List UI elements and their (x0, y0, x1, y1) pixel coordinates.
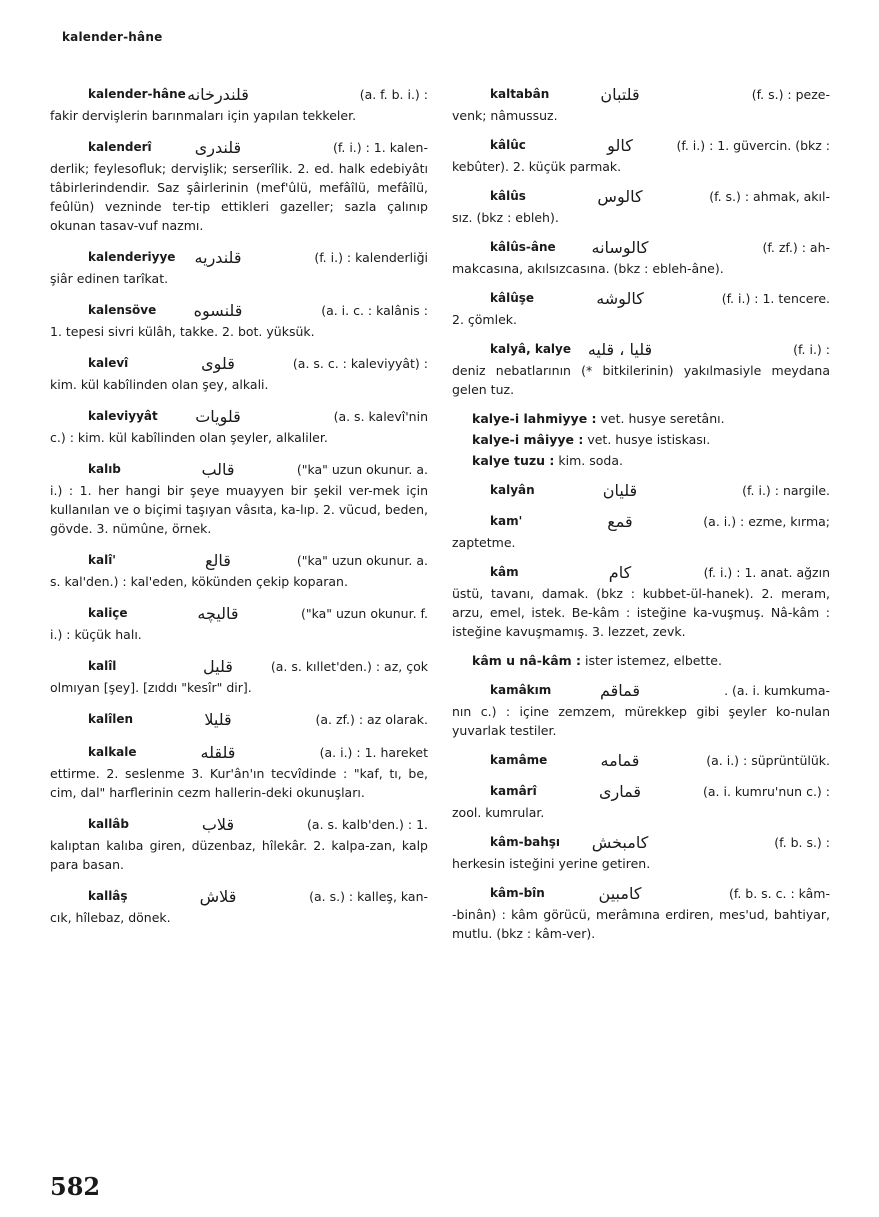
dictionary-entry (452, 237, 830, 278)
entry-grammar-lead: (a. i.) : ezme, kırma; (703, 514, 830, 529)
dictionary-entry (50, 300, 428, 341)
entry-grammar-lead: (a. s. kalb'den.) : 1. (307, 817, 428, 832)
entry-first-line (50, 656, 428, 677)
entry-first-line (452, 883, 830, 904)
entry-definition: 1. tepesi sivri külâh, takke. 2. bot. yüksük. (50, 324, 315, 339)
right-column (452, 84, 830, 943)
dictionary-entry (452, 511, 830, 552)
entry-grammar-lead: (f. b. s. c. : kâm- (728, 886, 830, 901)
left-column (50, 84, 428, 927)
page-number: 582 (50, 1172, 101, 1201)
entry-first-line (452, 781, 830, 802)
headword: kam' (490, 514, 523, 528)
headword: kaleviyyât (88, 409, 158, 423)
headword: kalenderî (88, 140, 152, 154)
headword: kalevî (88, 356, 129, 370)
headword: kaliçe (88, 606, 128, 620)
headword: kâm (490, 565, 519, 579)
entry-definition: 2. çömlek. (452, 312, 517, 327)
entry-first-line (452, 84, 830, 105)
entry-definition: -binân) : kâm görücü, merâmına erdiren, mes'ud, bahtiyar, mutlu. (bkz : kâm-ver). (452, 907, 830, 941)
arabic-script-headword: قالع (205, 551, 231, 570)
entry-grammar-lead: (f. i.) : 1. güvercin. (bkz : (676, 138, 830, 153)
arabic-script-headword: قلنسوه (193, 301, 243, 320)
arabic-script-headword: کام (608, 563, 632, 582)
entry-first-line (50, 742, 428, 763)
entry-grammar-lead: (a. s.) : kalleş, kan- (309, 889, 428, 904)
arabic-script-headword: قلوی (201, 354, 235, 373)
entry-first-line (50, 550, 428, 571)
headword: kamârî (490, 784, 537, 798)
arabic-script-headword: قماقم (599, 681, 641, 700)
sub-entry-term: kâm u nâ-kâm : (472, 653, 582, 668)
dictionary-entry (452, 135, 830, 176)
dictionary-entry (50, 353, 428, 394)
entry-grammar-lead: (f. s.) : ahmak, akıl- (709, 189, 830, 204)
dictionary-entry (50, 814, 428, 874)
entry-grammar-lead: (f. i.) : nargile. (742, 483, 830, 498)
headword: kallâb (88, 817, 129, 831)
entry-first-line (50, 300, 428, 321)
dictionary-entry (452, 562, 830, 641)
entry-first-line (50, 814, 428, 835)
entry-first-line (452, 288, 830, 309)
entry-first-line (452, 135, 830, 156)
headword: kâlûc (490, 138, 526, 152)
arabic-script-headword: قلاب (201, 815, 235, 834)
headword: kâlûşe (490, 291, 535, 305)
sub-entry (452, 409, 830, 428)
arabic-script-headword: قلندرخانه (187, 85, 249, 104)
entry-first-line (452, 750, 830, 771)
headword: kâlûs-âne (490, 240, 556, 254)
entry-definition: nın c.) : içine zemzem, mürekkep gibi şeyler ko-nulan yuvarlak testiler. (452, 704, 830, 738)
entry-definition: deniz nebatlarının (* bitkilerinin) yakılmasiyle meydana gelen tuz. (452, 363, 830, 397)
headword: kâm-bahşı (490, 835, 561, 849)
headword: kalyâ, kalye (490, 342, 571, 356)
headword: kalender-hâne (88, 87, 186, 101)
sub-entry (452, 430, 830, 449)
arabic-script-headword: کالو (607, 136, 633, 155)
entry-definition: kalıptan kalıba giren, düzenbaz, hîlekâr. 2. kalpa-zan, kalp para basan. (50, 838, 428, 872)
sub-entry-definition: vet. husye istiskası. (587, 432, 711, 447)
entry-definition: fakir dervişlerin barınmaları için yapılan tekkeler. (50, 108, 357, 123)
headword: kalenderiyye (88, 250, 176, 264)
sub-entry-definition: ister istemez, elbette. (585, 653, 722, 668)
arabic-script-headword: قلندریه (194, 248, 242, 267)
arabic-script-headword: قلندری (194, 138, 242, 157)
entry-first-line (452, 186, 830, 207)
dictionary-entry (452, 339, 830, 399)
arabic-script-headword: قالب (201, 460, 235, 479)
entry-definition: zool. kumrular. (452, 805, 545, 820)
entry-first-line (50, 603, 428, 624)
entry-first-line (452, 680, 830, 701)
entry-definition: şiâr edinen tarîkat. (50, 271, 169, 286)
entry-grammar-lead: (f. s.) : peze- (751, 87, 830, 102)
arabic-script-headword: قالیچه (197, 604, 239, 623)
dictionary-entry (452, 832, 830, 873)
entry-definition: olmıyan [şey]. [zıddı "kesîr" dir]. (50, 680, 252, 695)
arabic-script-headword: قمع (607, 512, 633, 531)
entry-first-line (50, 406, 428, 427)
sub-entry-definition: vet. husye seretânı. (600, 411, 725, 426)
entry-grammar-lead: (a. i. c. : kalânis : (321, 303, 428, 318)
arabic-script-headword: قلويات (195, 407, 241, 426)
dictionary-entry (50, 603, 428, 644)
entry-first-line (452, 832, 830, 853)
headword: kalkale (88, 745, 137, 759)
entry-grammar-lead: (a. zf.) : az olarak. (315, 712, 428, 727)
entry-grammar-lead: (f. zf.) : ah- (762, 240, 830, 255)
entry-first-line (452, 339, 830, 360)
arabic-script-headword: قلیا ، قلیه (587, 340, 653, 359)
entry-definition: c.) : kim. kül kabîlinden olan şeyler, alkaliler. (50, 430, 328, 445)
dictionary-entry (452, 84, 830, 125)
dictionary-entry (452, 680, 830, 740)
entry-definition: zaptetme. (452, 535, 516, 550)
entry-grammar-lead: (a. s. kalevî'nin (333, 409, 428, 424)
headword: kalîl (88, 659, 117, 673)
entry-first-line (452, 480, 830, 501)
entry-definition: herkesin isteğini yerine getiren. (452, 856, 651, 871)
dictionary-entry (50, 550, 428, 591)
entry-definition: i.) : küçük halı. (50, 627, 142, 642)
dictionary-entry (50, 459, 428, 538)
dictionary-entry (50, 709, 428, 730)
entry-definition: ettirme. 2. seslenme 3. Kur'ân'ın tecvîdinde : "kaf, tı, be, cim, dal" harflerinin cezm hallerin-deki okunuşları. (50, 766, 428, 800)
entry-first-line (452, 511, 830, 532)
entry-first-line (50, 353, 428, 374)
sub-entry-definition: kim. soda. (558, 453, 623, 468)
arabic-script-headword: کالوشه (596, 289, 644, 308)
entry-definition: üstü, tavanı, damak. (bkz : kubbet-ül-hanek). 2. meram, arzu, emel, istek. Be-kâm : isteğine ka-vuşmuş. Nâ-kâm : isteğine kavuşmamış. 3. lezzet, zevk. (452, 586, 830, 639)
dictionary-entry (50, 84, 428, 125)
entry-grammar-lead: (a. i. kumru'nun c.) : (702, 784, 830, 799)
entry-first-line (50, 886, 428, 907)
sub-entry-term: kalye-i lahmiyye : (472, 411, 597, 426)
arabic-script-headword: کامبین (598, 884, 642, 903)
headword: kalyân (490, 483, 535, 497)
entry-grammar-lead: (f. i.) : 1. kalen- (333, 140, 428, 155)
dictionary-entry (50, 137, 428, 235)
entry-grammar-lead: (f. i.) : 1. anat. ağzın (703, 565, 830, 580)
dictionary-entry (452, 186, 830, 227)
headword: kalensöve (88, 303, 157, 317)
entry-first-line (50, 247, 428, 268)
arabic-script-headword: کالوسانه (591, 238, 649, 257)
entry-grammar-lead: (a. s. kıllet'den.) : az, çok (270, 659, 428, 674)
entry-definition: sız. (bkz : ebleh). (452, 210, 559, 225)
headword: kâlûs (490, 189, 526, 203)
sub-entry (452, 451, 830, 470)
entry-grammar-lead: . (a. i. kumkuma- (724, 683, 830, 698)
dictionary-entry (452, 480, 830, 501)
headword: kâm-bîn (490, 886, 545, 900)
headword: kalî' (88, 553, 116, 567)
entry-definition: cık, hîlebaz, dönek. (50, 910, 171, 925)
arabic-script-headword: قلقله (200, 743, 236, 762)
entry-grammar-lead: (a. i.) : 1. hareket (319, 745, 428, 760)
entry-grammar-lead: ("ka" uzun okunur. f. (300, 606, 428, 621)
entry-definition: kebûter). 2. küçük parmak. (452, 159, 622, 174)
dictionary-entry (452, 750, 830, 771)
headword: kaltabân (490, 87, 550, 101)
arabic-script-headword: قماری (598, 782, 642, 801)
headword: kallâş (88, 889, 128, 903)
headword: kalıb (88, 462, 121, 476)
entry-grammar-lead: ("ka" uzun okunur. a. (296, 553, 428, 568)
entry-grammar-lead: (f. b. s.) : (774, 835, 830, 850)
entry-first-line (452, 562, 830, 583)
entry-definition: i.) : 1. her hangi bir şeye muayyen bir şekil ver-mek için kullanılan ve o biçimi taşıyan vâsıta, ka-lıp. 2. vücud, beden, gövde. 3. nümûne, örnek. (50, 483, 428, 536)
arabic-script-headword: قلیان (602, 481, 638, 500)
dictionary-entry (50, 886, 428, 927)
entry-first-line (50, 137, 428, 158)
headword: kamâkım (490, 683, 552, 697)
entry-first-line (50, 709, 428, 730)
entry-first-line (50, 84, 428, 105)
headword: kalîlen (88, 712, 134, 726)
arabic-script-headword: قلیل (203, 657, 233, 676)
arabic-script-headword: قلاش (199, 887, 237, 906)
entry-definition: kim. kül kabîlinden olan şey, alkali. (50, 377, 269, 392)
entry-definition: makcasına, akılsızcasına. (bkz : ebleh-âne). (452, 261, 724, 276)
dictionary-entry (50, 656, 428, 697)
headword: kamâme (490, 753, 548, 767)
dictionary-entry (50, 247, 428, 288)
entry-grammar-lead: (a. f. b. i.) : (359, 87, 428, 102)
entry-grammar-lead: (a. s. c. : kaleviyyât) : (292, 356, 428, 371)
sub-entry (452, 651, 830, 670)
running-head: kalender-hâne (62, 30, 163, 44)
arabic-script-headword: قلیلا (204, 710, 232, 729)
entry-grammar-lead: ("ka" uzun okunur. a. (296, 462, 428, 477)
entry-definition: s. kal'den.) : kal'eden, kökünden çekip koparan. (50, 574, 348, 589)
entry-definition: venk; nâmussuz. (452, 108, 558, 123)
entry-grammar-lead: (f. i.) : (793, 342, 830, 357)
dictionary-entry (452, 883, 830, 943)
dictionary-entry (452, 781, 830, 822)
dictionary-entry (50, 406, 428, 447)
dictionary-entry (50, 742, 428, 802)
dictionary-entry (452, 288, 830, 329)
arabic-script-headword: قلتبان (600, 85, 640, 104)
arabic-script-headword: کامبخش (591, 833, 649, 852)
arabic-script-headword: قمامه (600, 751, 640, 770)
sub-entry-term: kalye-i mâiyye : (472, 432, 584, 447)
entry-first-line (452, 237, 830, 258)
sub-entry-term: kalye tuzu : (472, 453, 555, 468)
arabic-script-headword: کالوس (597, 187, 643, 206)
entry-grammar-lead: (f. i.) : kalenderliği (314, 250, 428, 265)
entry-definition: derlik; feylesofluk; dervişlik; serserîlik. 2. ed. halk edebiyâtı tâbirlerindendir. Saz şâirlerinin (mef'ûlü, mefâîlü, mefâîlü, feûlün) vezninde ter-tip ettikleri gazeller; sazla çalınıp okunan tasav-vuf nazmı. (50, 161, 428, 233)
entry-grammar-lead: (a. i.) : süprüntülük. (706, 753, 830, 768)
entry-grammar-lead: (f. i.) : 1. tencere. (721, 291, 830, 306)
entry-first-line (50, 459, 428, 480)
